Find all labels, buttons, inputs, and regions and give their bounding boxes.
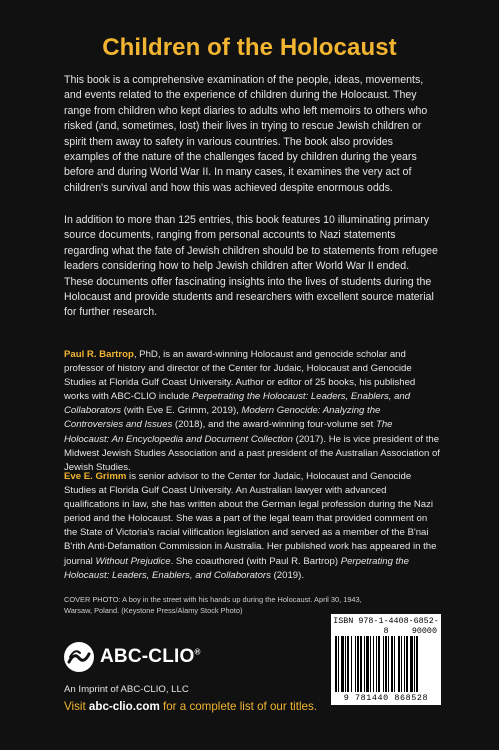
bio-text: (with Eve E. Grimm, 2019), xyxy=(121,405,242,417)
bio-text: . She coauthored (with Paul R. Bartrop) xyxy=(170,555,341,567)
isbn-text: ISBN 978-1-4408-6852-8 xyxy=(333,616,439,636)
journal-title-ref: Without Prejudice xyxy=(95,555,171,567)
bio-text: (2018), and the award-winning four-volume set xyxy=(172,419,376,431)
isbn-barcode xyxy=(331,614,441,705)
bio-text: , PhD, is an award-winning Holocaust and genocide scholar and professor of history and director of the Center for Judaic, Holocaust and Genocide Studies at Florida Gulf Coast University. Author or editor of 25 books, his published works with ABC-CLIO include xyxy=(64,349,416,403)
website-link[interactable]: abc-clio.com xyxy=(88,700,160,713)
book-title-ref: The Holocaust: An Encyclopedia and Document Collection xyxy=(64,419,393,445)
cover-photo-credit: COVER PHOTO: A boy in the street with his hands up during the Holocaust. April 30, 1943, Warsaw, Poland. (Keystone Press/Alamy Stock Photo) xyxy=(64,595,362,615)
author-bio-grimm xyxy=(64,470,440,583)
publisher-logo xyxy=(64,640,264,680)
barcode-bars xyxy=(335,636,437,692)
abc-clio-logo-icon xyxy=(64,642,94,672)
bio-text: is senior advisor to the Center for Judaic, Holocaust and Genocide Studies at Florida Gulf Coast University. An Australian lawyer with advanced qualifications in law, she has written about the German legal profession during the Nazi period and the Holocaust. She was a part of the legal team that provided comment on the State of Victoria's racial vilification legislation and served as a member of the B'nai B'rith Anti-Defamation Commission in Australia. Her published work has appeared in the journal xyxy=(64,471,437,567)
book-title-ref: Perpetrating the Holocaust: Leaders, Enablers, and Collaborators xyxy=(64,555,409,581)
logo-wordmark: ABC-CLIO® xyxy=(100,646,201,667)
author-name: Eve E. Grimm xyxy=(64,471,127,482)
book-title: Children of the Holocaust xyxy=(102,34,397,61)
visit-website-line: Visit abc-clio.com for a complete list of our titles. xyxy=(64,700,318,713)
author-name: Paul R. Bartrop xyxy=(64,349,134,360)
barcode-number: 9 781440 868528 xyxy=(343,693,429,703)
description-paragraph-2: In addition to more than 125 entries, this book features 10 illuminating primary source documents, ranging from personal accounts to Nazi statements regarding what the fate of Jewish children should be to statements from refugee leaders considering how to help Jewish children after World War II ended. These documents offer fascinating insights into the lives of students during the Holocaust and provide students and researchers with excellent source material for further research. xyxy=(64,214,438,319)
description-paragraph-1: This book is a comprehensive examination of the people, ideas, movements, and events related to the experience of children during the Holocaust. They range from children who kept diaries to adults who left memoirs to others who risked (and, sometimes, lost) their lives in trying to rescue Jewish children or spirit them away to safety in various countries. The book also provides examples of the nature of the challenges faced by children during the years before and during World War II. In many cases, it examines the very act of children's survival and how this was achieved despite enormous odds. xyxy=(64,74,428,194)
imprint-line: An Imprint of ABC-CLIO, LLC xyxy=(64,684,189,695)
bio-text: (2019). xyxy=(270,569,304,581)
book-title-ref: Modern Genocide: Analyzing the Controversies and Issues xyxy=(64,405,381,431)
author-bio-bartrop xyxy=(64,348,440,475)
book-title-ref: Perpetrating the Holocaust: Leaders, Enablers, and Collaborators xyxy=(64,391,411,417)
price-code: 90000 xyxy=(411,626,437,636)
bio-text: (2017). He is vice president of the Midwest Jewish Studies Association and a past president of the Australian Association of Jewish Studies. xyxy=(64,433,440,473)
